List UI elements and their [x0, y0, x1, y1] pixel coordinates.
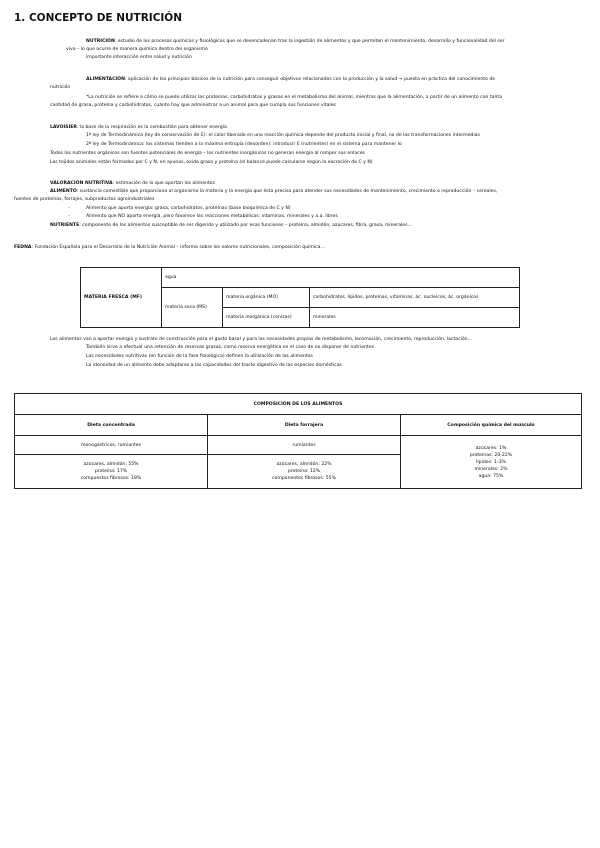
r1-dieta-concentrada: monogástricos, rumiantes: [15, 436, 208, 455]
organica-items-cell: carbohidratos, lípidos, proteínas, vitaminas, ác. nucleicos, ác. orgánicos: [310, 288, 520, 308]
col-dieta-concentrada: Dieta concentrada: [15, 415, 208, 436]
alimentacion-line4: cantidad de grasa, proteína y carbohidratos, cuánto hay que administrar a un animal para que cumpla sus funciones vitales: [50, 103, 336, 108]
alimentacion-term: ALIMENTACIÓN: [86, 77, 125, 82]
musculo-line: minerales: 2%: [474, 466, 508, 472]
inorganica-cell: materia inorgánica (cenizas): [223, 308, 310, 328]
forrajera-line: componentes fibrosos: 55%: [272, 476, 336, 482]
concentrada-line: compuestos fibrosos: 18%: [80, 476, 142, 482]
alimento-definition: : sustancia comestible que proporciona al organismo la materia y la energía que ésta precisa para atender sus necesidades de mantenimiento, crecimiento o reproducción – cereales,: [76, 189, 498, 194]
bullet-dash-1: -: [68, 206, 70, 211]
alimento-line2: fuentes de proteínas, forrajes, subproductos agroindustriales: [14, 197, 155, 202]
alimentacion-line2: nutrición: [50, 85, 71, 90]
materia-fresca-cell: MATERIA FRESCA (MF): [81, 268, 162, 328]
alimentos-line1: Los alimentos van a aportar energía y sustrato de construcción para el gasto basal y para las necesidades propias de metabolismo, locomoción, crecimiento, reproducción, lactación…: [50, 337, 473, 342]
alimentos-line2: También sirve a efectuar una retención de reservas grasas, como reserva energética en el caso de no disponer de nutrientes: [86, 345, 375, 350]
nutricion-term: NUTRICIÓN: [86, 39, 115, 44]
fedna-term: FEDNA: [14, 245, 32, 250]
nutricion-line2: vivo – lo que ocurre de manera química dentro del organismo: [66, 47, 208, 52]
alimentacion-definition: : aplicación de los principios básicos de la nutrición para conseguir objetivos relacionados con la producción y la salud → puesta en práctica del conocimiento de: [124, 77, 496, 82]
agua-cell: agua: [162, 268, 520, 288]
organica-cell: materia orgánica (MO): [223, 288, 310, 308]
lavoisier-line3: Los tejidos animales están formados por C y N, en ayunas, oxida grasa y proteína (el balance puede calcularse según la excreción de C y N): [50, 160, 373, 165]
valoracion-bullet1: Alimento que aporta energía: grasa, carbohidratos, proteínas (base bioquímica de C y N): [86, 206, 291, 211]
alimentacion-line3: *La nutrición se refiere a cómo se puede utilizar las proteínas, carbohidratos y grasas en el metabolismo del animal, mientras que la alimentación, a partir de un alimento con tanta: [86, 95, 503, 100]
alimentos-line3: Las necesidades nutritivas (en función de la fase fisiológica) definen la utilización de los alimentos: [86, 354, 313, 359]
alimentacion-line1: [86, 76, 495, 84]
musculo-line: azúcares: 1%: [475, 445, 507, 451]
section-heading: 1. CONCEPTO DE NUTRICIÓN: [14, 12, 183, 24]
lavoisier-line2: Todos los nutrientes orgánicos son fuentes potenciales de energía – los nutrientes inorgánicos no generan energía al romper sus enlaces: [50, 151, 365, 156]
nutriente-term: NUTRIENTE: [50, 223, 80, 228]
alimentos-line4: La idoneidad de un alimento debe adaptarse a las capacidades del tracto digestivo de las especies domésticas: [86, 363, 342, 368]
lavoisier-definition: : la base de la respiración es la combustión para obtener energía: [76, 125, 227, 130]
musculo-line: agua: 75%: [478, 473, 504, 479]
lavoisier-law1: 1ª ley de Termodinámica (ley de conservación de E): el calor liberado en una reacción química depende del producto inicial y final, no de las transformaciones intermedias: [86, 133, 480, 138]
nutriente-definition: : componente de los alimentos susceptible de ser digerido y utilizado por esas funciones – proteína, almidón, azúcares, fibra, grasa, minerales…: [79, 223, 413, 228]
composicion-title: COMPOSICIÓN DE LOS ALIMENTOS: [15, 394, 582, 415]
musculo-composition: [401, 436, 582, 489]
concentrada-line: azúcares, almidón: 55%: [83, 462, 139, 468]
nutricion-line3: importante interacción entre salud y nutrición: [86, 55, 192, 60]
lavoisier-term: LAVOISIER: [50, 125, 77, 130]
composicion-table: [14, 393, 582, 489]
forrajera-line: azúcares, almidón: 22%: [276, 462, 332, 468]
fedna-definition: : Fundación Española para el Desarrollo de la Nutrición Animal – informa sobre los valores nutricionales, composición química…: [31, 245, 326, 250]
musculo-line: lípidos: 1-3%: [476, 459, 506, 465]
nutricion-line1: [86, 38, 505, 46]
forrajera-composition: [208, 455, 401, 489]
concentrada-line: proteína: 17%: [94, 469, 128, 475]
forrajera-line: proteína: 12%: [287, 469, 321, 475]
alimento-line1: [50, 188, 497, 196]
concentrada-composition: [15, 455, 208, 489]
alimento-term: ALIMENTO: [50, 189, 77, 194]
valoracion-term: VALORACIÓN NUTRITIVA: [50, 181, 113, 186]
lavoisier-line1: [50, 124, 227, 132]
fedna-line: [14, 244, 325, 252]
inorganica-items-cell: minerales: [310, 308, 520, 328]
musculo-line: proteínas: 20-22%: [469, 452, 513, 458]
r1-dieta-forrajera: rumiantes: [208, 436, 401, 455]
valoracion-definition: : estimación de lo que aportan los alimentos: [112, 181, 215, 186]
nutriente-line1: [50, 222, 412, 230]
bullet-dash-2: -: [68, 214, 70, 219]
col-composicion-musculo: Composición química del músculo: [401, 415, 582, 436]
nutricion-definition: : estudio de los procesos químicos y fisiológicos que se desencadenan tras la ingestión de alimentos y que permiten el mantenimiento, desarrollo y funcionalidad del ser: [114, 39, 505, 44]
materia-seca-cell: materia seca (MS): [162, 288, 223, 328]
lavoisier-law2: 2ª ley de Termodinámica: los sistemas tienden a la máxima entropía (desorden): introducir E (nutrientes) en el sistema para mantener lo: [86, 142, 402, 147]
materia-table: [80, 267, 520, 328]
valoracion-bullet2: Alimento que NO aporta energía, pero favorece las reacciones metabólicas: vitaminas, minerales y a.a. libres: [86, 214, 338, 219]
col-dieta-forrajera: Dieta forrajera: [208, 415, 401, 436]
valoracion-line1: [50, 180, 215, 188]
